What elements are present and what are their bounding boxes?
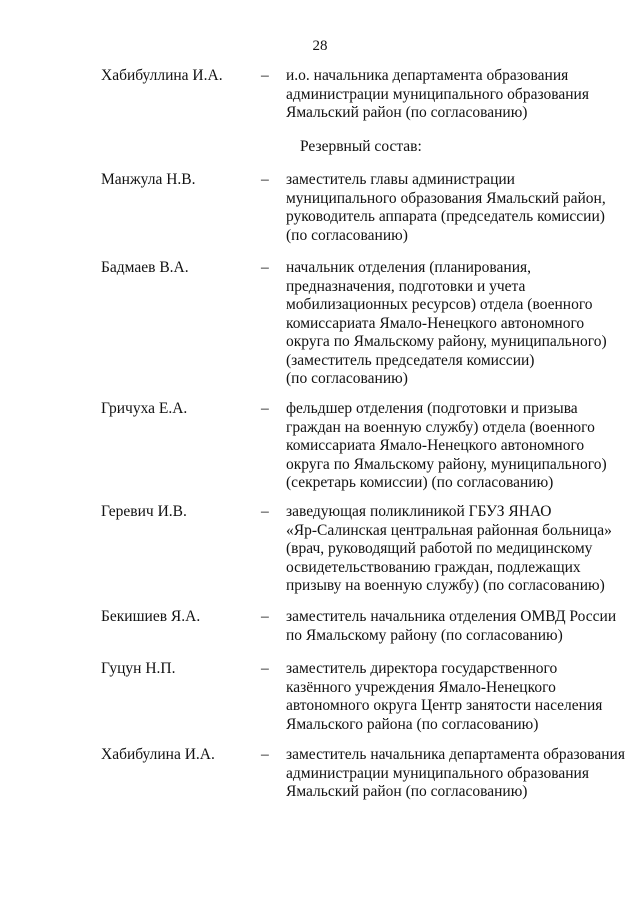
member-name: Гричуха Е.А. (101, 400, 188, 417)
position-line: (по согласованию) (286, 370, 408, 387)
position-line: комиссариата Ямало-Ненецкого автономного (286, 437, 585, 454)
position-line: начальник отделения (планирования, (286, 259, 532, 276)
position-line: заместитель начальника департамента образования (286, 746, 625, 763)
member-position (286, 660, 624, 734)
member-name: Геревич И.В. (101, 503, 187, 520)
position-line: (по согласованию) (286, 226, 408, 244)
member-position (286, 746, 624, 802)
position-line: заместитель директора государственного (286, 660, 558, 677)
member-position (286, 171, 624, 245)
dash-separator: – (261, 660, 269, 677)
member-position (286, 503, 624, 596)
position-line: освидетельствованию граждан, подлежащих (286, 558, 581, 576)
dash-separator: – (261, 503, 269, 520)
dash-separator: – (261, 67, 269, 84)
position-line: по Ямальскому району (по согласованию) (286, 626, 563, 644)
dash-separator: – (261, 746, 269, 763)
page-number: 28 (312, 38, 328, 54)
member-position (286, 259, 624, 389)
position-line: (врач, руководящий работой по медицинскому (286, 540, 593, 557)
position-line: округа по Ямальскому району, муниципального) (286, 333, 607, 350)
position-line: Ямальский район (по согласованию) (286, 783, 528, 800)
member-name: Бадмаев В.А. (101, 259, 189, 276)
position-line: предназначения, подготовки и учета (286, 277, 526, 295)
position-line: казённого учреждения Ямало-Ненецкого (286, 678, 556, 696)
position-line: руководитель аппарата (председатель комиссии) (286, 208, 605, 225)
position-line: заведующая поликлиникой ГБУЗ ЯНАО (286, 503, 552, 520)
position-line: муниципального образования Ямальский район, (286, 189, 606, 207)
position-line: мобилизационных ресурсов) отдела (военного (286, 296, 593, 313)
position-line: (секретарь комиссии) (по согласованию) (286, 474, 554, 491)
position-line: призыву на военную службу) (по согласованию) (286, 577, 605, 594)
member-name: Манжула Н.В. (101, 171, 196, 188)
member-name: Хабибуллина И.А. (101, 67, 223, 84)
position-line: администрации муниципального образования (286, 764, 589, 782)
dash-separator: – (261, 400, 269, 417)
position-line: Ямальский район (по согласованию) (286, 104, 528, 121)
reserve-heading: Резервный состав: (300, 138, 422, 155)
position-line: (заместитель председателя комиссии) (286, 351, 535, 369)
position-line: заместитель главы администрации (286, 171, 515, 188)
dash-separator: – (261, 608, 269, 625)
position-line: фельдшер отделения (подготовки и призыва (286, 400, 578, 417)
position-line: граждан на военную службу) отдела (военного (286, 418, 595, 436)
dash-separator: – (261, 259, 269, 276)
position-line: «Яр-Салинская центральная районная больница» (286, 521, 612, 539)
member-name: Хабибулина И.А. (101, 746, 215, 763)
member-name: Гуцун Н.П. (101, 660, 176, 677)
position-line: Ямальского района (по согласованию) (286, 715, 539, 733)
member-position (286, 400, 624, 493)
member-position (286, 67, 624, 123)
dash-separator: – (261, 171, 269, 188)
position-line: комиссариата Ямало-Ненецкого автономного (286, 314, 585, 332)
position-line: заместитель начальника отделения ОМВД России (286, 608, 617, 625)
member-position (286, 608, 624, 645)
position-line: автономного округа Центр занятости населения (286, 697, 603, 714)
member-name: Бекишиев Я.А. (101, 608, 201, 625)
position-line: администрации муниципального образования (286, 85, 589, 103)
position-line: и.о. начальника департамента образования (286, 67, 569, 84)
position-line: округа по Ямальскому району, муниципального) (286, 455, 607, 473)
